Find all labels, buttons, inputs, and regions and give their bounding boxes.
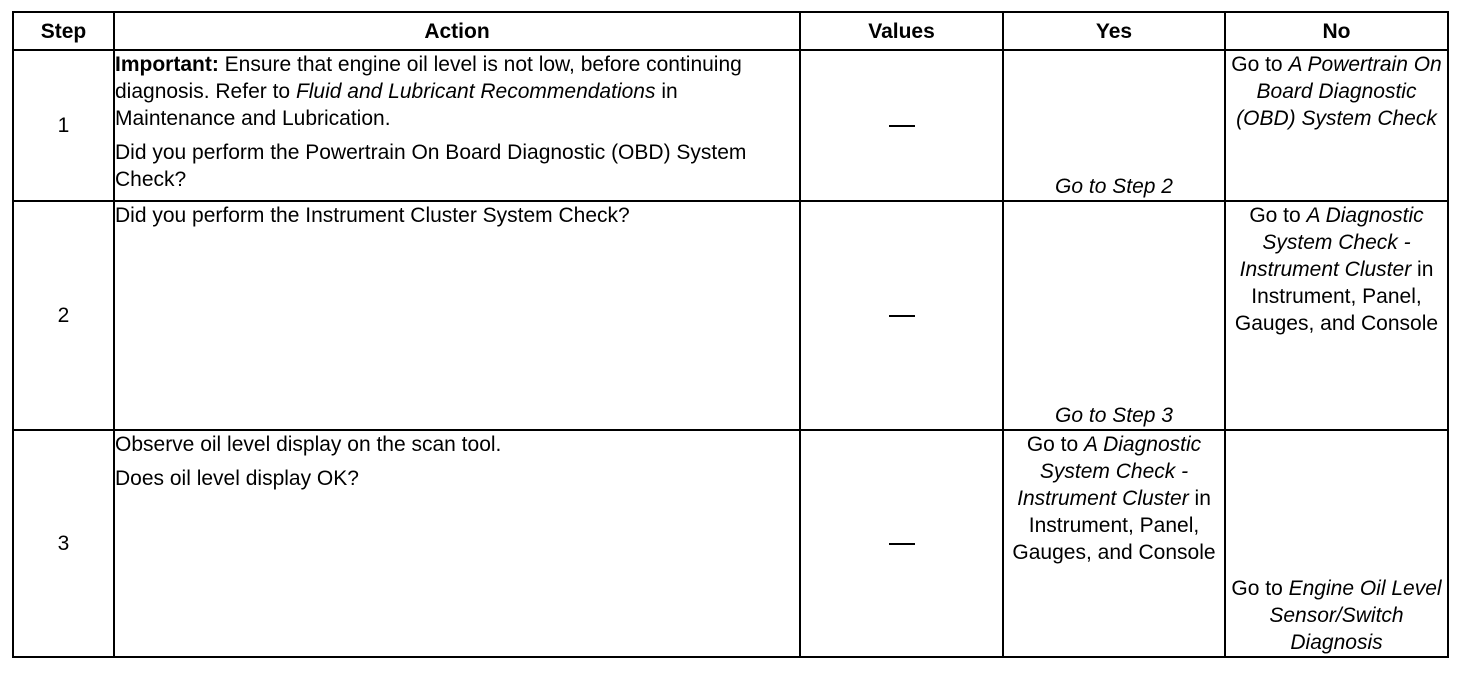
reference-link[interactable]: Fluid and Lubricant Recommendations [295,80,656,103]
dash-icon [889,125,915,127]
no-link[interactable]: Engine Oil Level Sensor/Switch Diagnosis [1269,577,1442,654]
values-cell [800,201,1003,430]
yes-suffix: in Instrument, Panel, Gauges, and Console [1012,487,1216,564]
no-link[interactable]: A Diagnostic System Check - Instrument Cluster [1239,204,1424,281]
values-cell [800,430,1003,657]
step-number: 3 [13,430,114,657]
header-yes: Yes [1003,12,1225,50]
important-note [115,51,799,132]
header-no: No [1225,12,1448,50]
step-number: 1 [13,50,114,201]
action-question: Did you perform the Instrument Cluster System Check? [115,204,630,227]
header-action: Action [114,12,800,50]
no-cell [1225,50,1448,201]
values-cell [800,50,1003,201]
yes-cell [1003,201,1225,430]
dash-icon [889,543,915,545]
header-row [13,12,1448,50]
reference-suffix: in Maintenance and Lubrication. [115,80,678,130]
yes-prefix: Go to [1026,433,1085,456]
table-row [13,201,1448,430]
yes-cell [1003,430,1225,657]
action-cell [114,430,800,657]
header-step: Step [13,12,114,50]
action-cell [114,50,800,201]
action-instruction: Observe oil level display on the scan tool. [115,433,502,456]
action-cell [114,201,800,430]
yes-link[interactable]: Go to Step 2 [1055,175,1173,198]
table-row [13,50,1448,201]
yes-cell [1003,50,1225,201]
action-question: Did you perform the Powertrain On Board Diagnostic (OBD) System Check? [115,141,747,191]
important-text: Ensure that engine oil level is not low, before continuing diagnosis. Refer to [115,53,742,103]
table-row [13,430,1448,657]
important-label: Important: [115,53,219,76]
no-suffix: in Instrument, Panel, Gauges, and Console [1234,258,1439,335]
diagnostic-table [12,11,1449,658]
header-values: Values [800,12,1003,50]
no-prefix: Go to [1231,53,1289,76]
no-prefix: Go to [1249,204,1307,227]
no-cell [1225,430,1448,657]
no-cell [1225,201,1448,430]
yes-link[interactable]: Go to Step 3 [1055,404,1173,427]
diagnostic-table-container [12,11,1449,658]
step-number: 2 [13,201,114,430]
no-link[interactable]: A Powertrain On Board Diagnostic (OBD) System Check [1236,53,1442,130]
action-question: Does oil level display OK? [115,467,359,490]
dash-icon [889,315,915,317]
no-prefix: Go to [1231,577,1289,600]
yes-link[interactable]: A Diagnostic System Check - Instrument Cluster [1017,433,1202,510]
